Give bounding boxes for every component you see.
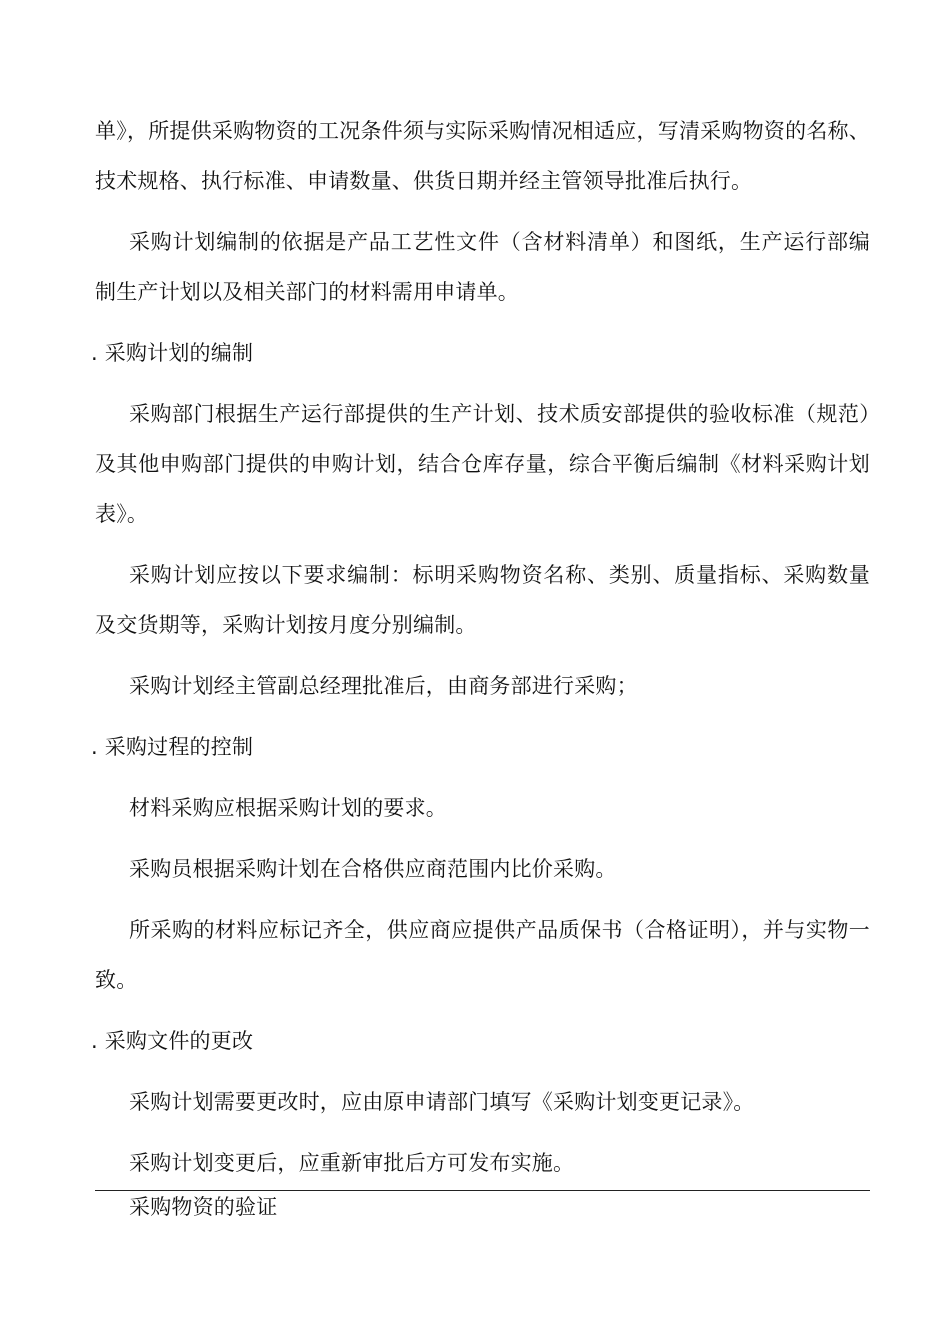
paragraph: 采购计划编制的依据是产品工艺性文件（含材料清单）和图纸，生产运行部编制生产计划以及相关部门的材料需用申请单。 bbox=[95, 230, 870, 304]
paragraph: 采购部门根据生产运行部提供的生产计划、技术质安部提供的验收标准（规范）及其他申购部门提供的申购计划，结合仓库存量，综合平衡后编制《材料采购计划表》。 bbox=[95, 402, 870, 526]
paragraph: 所采购的材料应标记齐全，供应商应提供产品质保书（合格证明），并与实物一致。 bbox=[95, 918, 870, 992]
paragraph: 采购计划应按以下要求编制：标明采购物资名称、类别、质量指标、采购数量及交货期等，采购计划按月度分别编制。 bbox=[95, 563, 870, 637]
document-body bbox=[91, 106, 870, 1199]
paragraph: 采购员根据采购计划在合格供应商范围内比价采购。 bbox=[129, 857, 617, 881]
next-section-heading: 采购物资的验证 bbox=[129, 1195, 278, 1219]
paragraph: 材料采购应根据采购计划的要求。 bbox=[129, 796, 447, 820]
paragraph-continued: 单》，所提供采购物资的工况条件须与实际采购情况相适应，写清采购物资的名称、技术规格、执行标准、申请数量、供货日期并经主管领导批准后执行。 bbox=[95, 119, 870, 193]
paragraph: 采购计划需要更改时，应由原申请部门填写《采购计划变更记录》。 bbox=[129, 1090, 755, 1114]
section-heading: . 采购计划的编制 bbox=[91, 341, 254, 365]
paragraph: 采购计划经主管副总经理批准后，由商务部进行采购； bbox=[129, 674, 638, 698]
section-heading: . 采购过程的控制 bbox=[91, 735, 254, 759]
paragraph: 采购计划变更后，应重新审批后方可发布实施。 bbox=[129, 1151, 575, 1175]
section-heading: . 采购文件的更改 bbox=[91, 1029, 254, 1053]
